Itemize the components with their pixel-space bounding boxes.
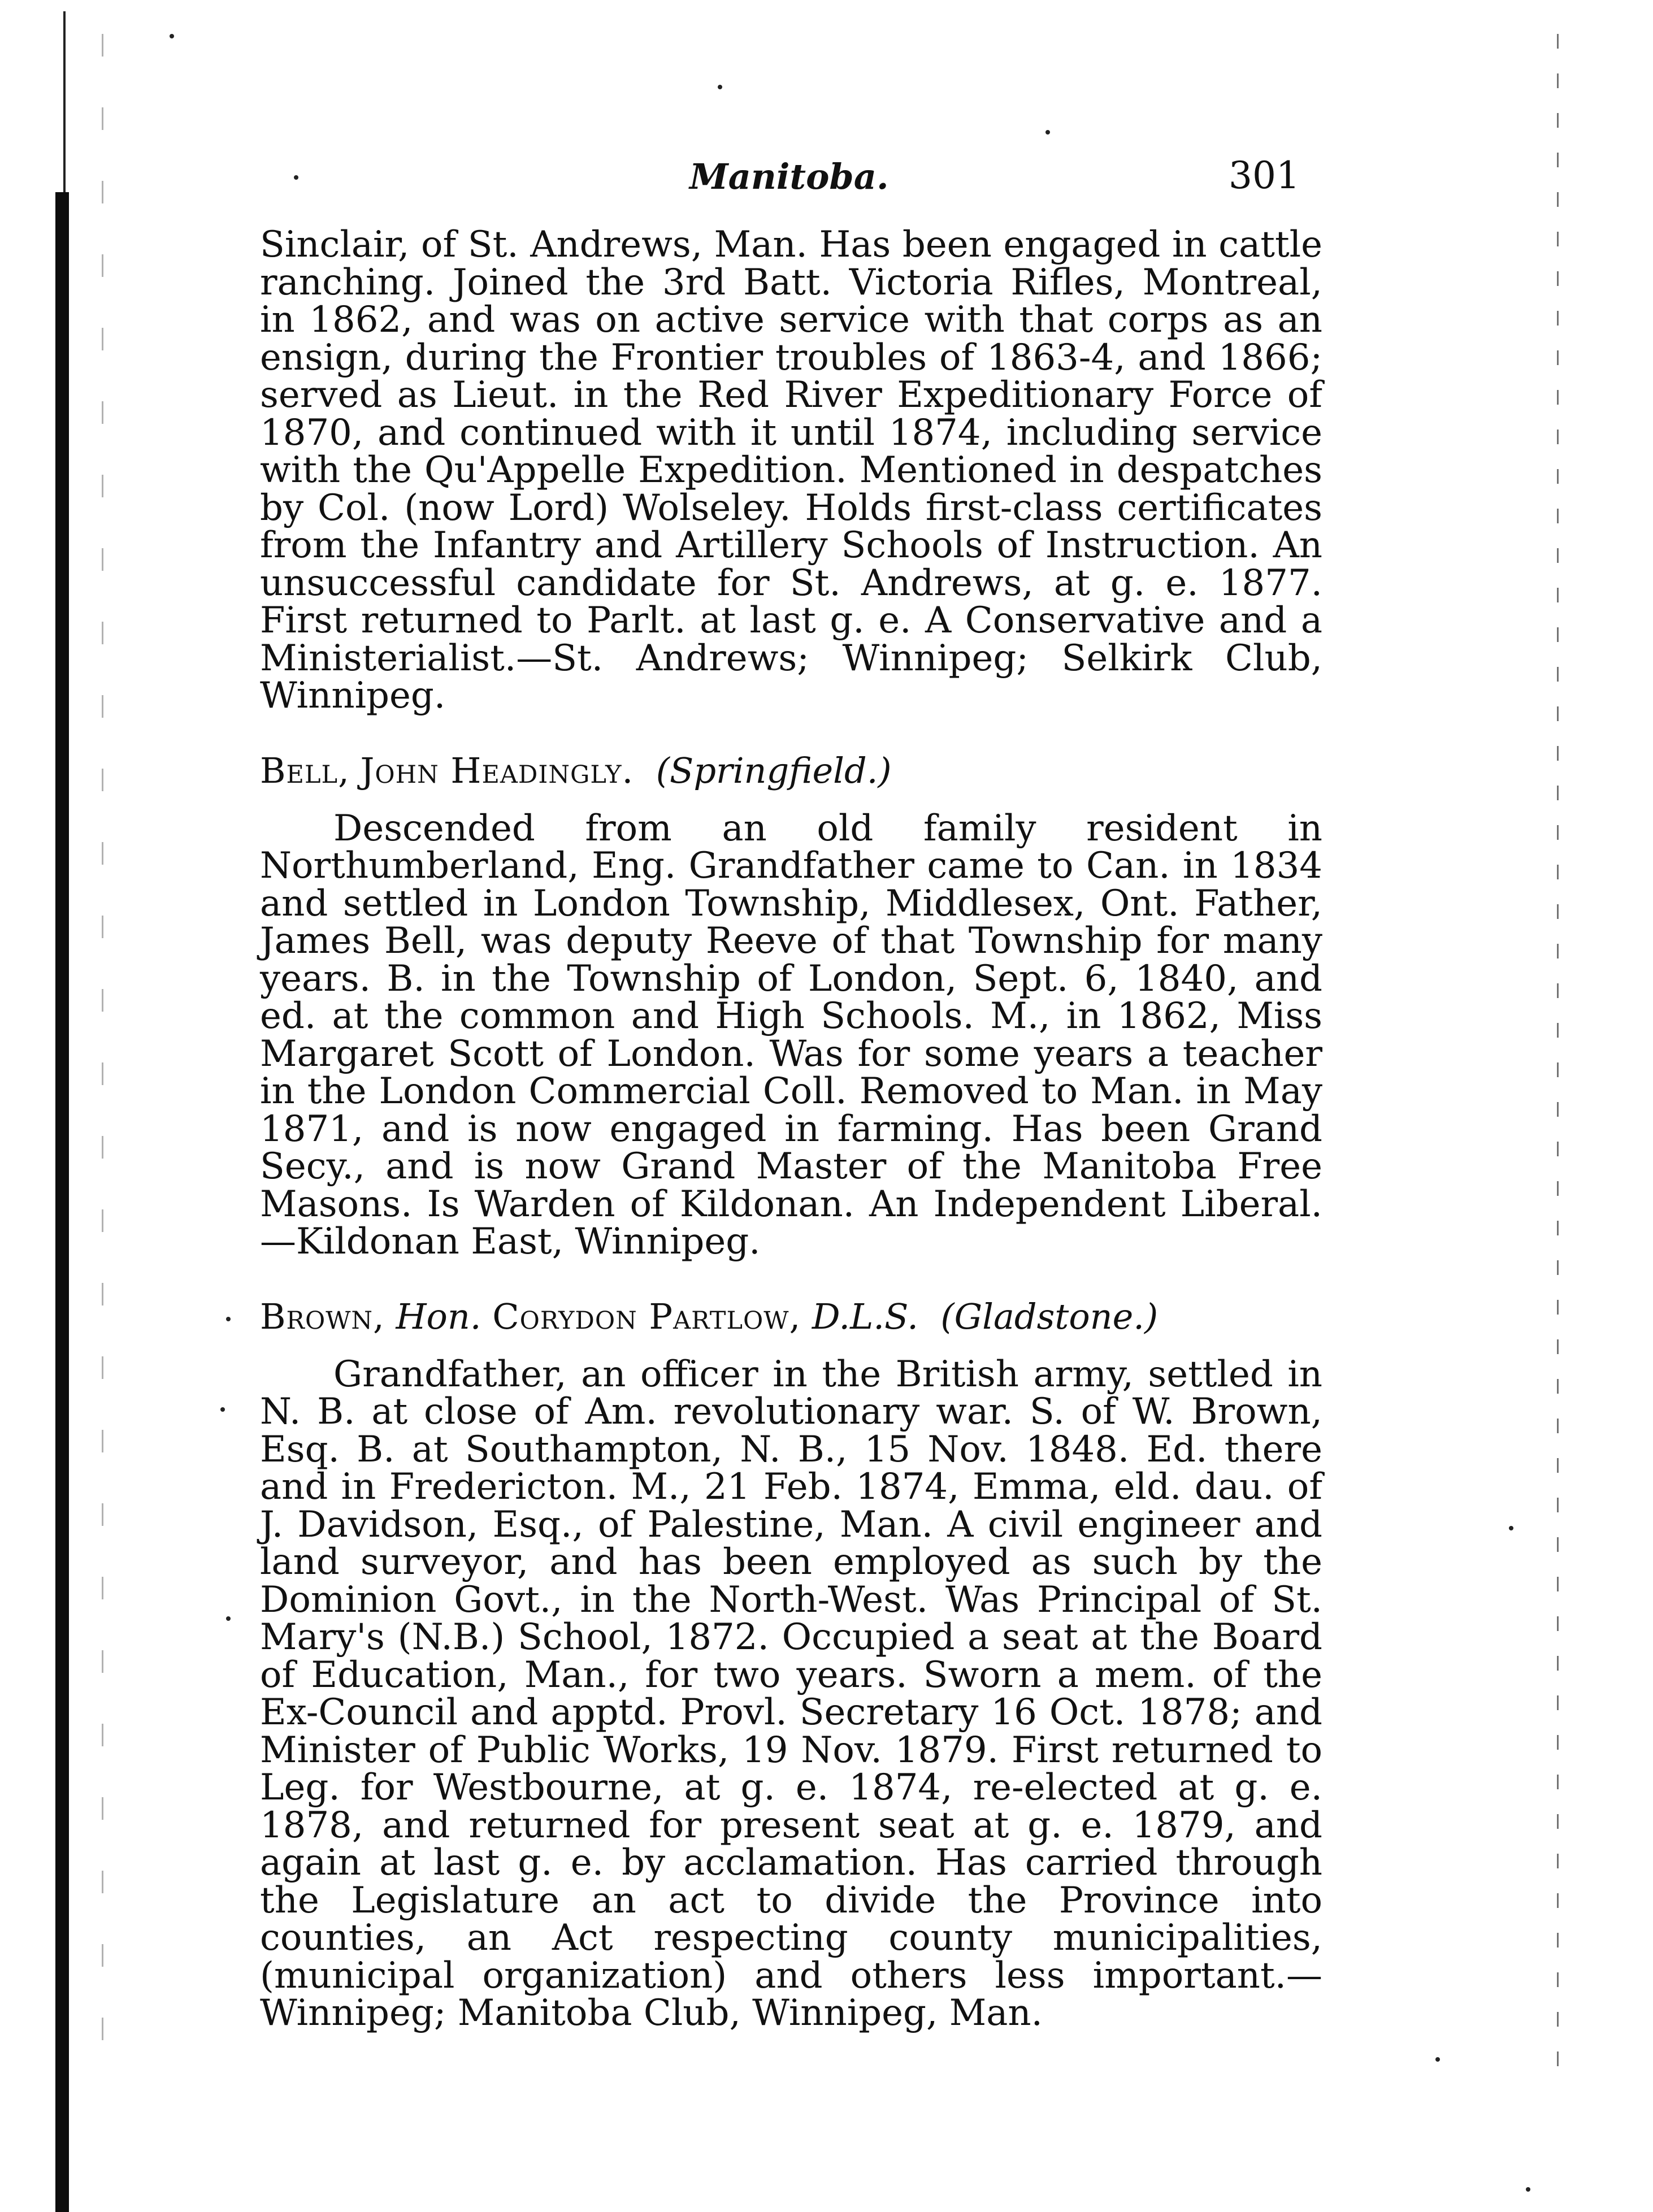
scan-speck [220,1407,225,1412]
scan-speck [226,1317,231,1321]
entry-surname: Brown, [260,1295,385,1337]
entry-suffix: D.L.S. [812,1295,918,1337]
scan-speck [1526,2187,1530,2192]
entry-prefix: Hon. [396,1295,481,1337]
entry-body: Descended from an old family resident in Northumberland, Eng. Grandfather came to Can. in 1834 and settled in London Township, Middlesex, Ont. Father, James Bell, was deputy Reeve of that Township for many years. B. in the Township of London, Sept. 6, 1840, and ed. at the common and High Schools. M., in 1862, Miss Margaret Scott of London. Was for some years a teacher in the London Commercial Coll. Removed to Man. in May 1871, and is now engaged in farming. Has been Grand Secy., and is now Grand Master of the Manitoba Free Masons. Is Warden of Kildonan. An Independent Liberal.—Kildonan East, Winnipeg. [260,807,1322,1263]
scan-speck [1509,1526,1513,1530]
entry-surname: Bell [260,749,339,791]
entry-constituency: (Springfield.) [656,749,892,791]
scan-speck [718,85,722,89]
entry-given-names: Corydon Partlow, [492,1295,801,1337]
body-text [260,226,1322,2032]
scan-speck [1435,2057,1440,2062]
running-head: Manitoba. [689,156,889,197]
entry-given-names: John Headingly. [360,749,634,791]
biography-entry-bell [260,749,1322,1263]
entry-heading [260,1295,1322,1337]
page-number: 301 [1229,154,1300,197]
biography-entry-brown [260,1295,1322,2034]
entry-heading: Bell, John Headingly. (Springfield.) [260,749,892,791]
entry-constituency: (Gladstone.) [940,1295,1159,1337]
page-header [260,156,1300,201]
scan-speck [170,34,174,38]
scan-speck [226,1616,231,1621]
entry-body: Grandfather, an officer in the British army, settled in N. B. at close of Am. revolutionary war. S. of W. Brown, Esq. B. at Southampton, N. B., 15 Nov. 1848. Ed. there and in Fredericton. M., 21 Feb. 1874, Emma, eld. dau. of J. Davidson, Esq., of Palestine, Man. A civil engineer and land surveyor, and has been employed as such by the Dominion Govt., in the North-West. Was Principal of St. Mary's (N.B.) School, 1872. Occupied a seat at the Board of Education, Man., for two years. Sworn a mem. of the Ex-Council and apptd. Provl. Secretary 16 Oct. 1878; and Minister of Public Works, 19 Nov. 1879. First returned to Leg. for Westbourne, at g. e. 1874, re-elected at g. e. 1878, and returned for present seat at g. e. 1879, and again at last g. e. by acclamation. Has carried through the Legislature an act to divide the Province into counties, an Act respecting county municipalities, (municipal organization) and others less important.—Winnipeg; Manitoba Club, Winnipeg, Man. [260,1353,1322,2034]
continuation-paragraph: Sinclair, of St. Andrews, Man. Has been engaged in cattle ranching. Joined the 3rd Batt. Victoria Rifles, Montreal, in 1862, and was on active service with that corps as an ensign, during the Frontier troubles of 1863-4, and 1866; served as Lieut. in the Red River Expeditionary Force of 1870, and continued with it until 1874, including service with the Qu'Appelle Expedition. Mentioned in despatches by Col. (now Lord) Wolseley. Holds first-class certificates from the Infantry and Artillery Schools of Instruction. An unsuccessful candidate for St. Andrews, at g. e. 1877. First returned to Parlt. at last g. e. A Conservative and a Ministerialist.—St. Andrews; Winnipeg; Selkirk Club, Winnipeg. [260,224,1322,717]
scan-edge-left [102,34,103,2068]
binding-shadow [55,192,69,2212]
binding-edge [63,11,66,192]
scan-edge-right [1557,34,1559,2091]
scan-speck [1045,130,1050,135]
